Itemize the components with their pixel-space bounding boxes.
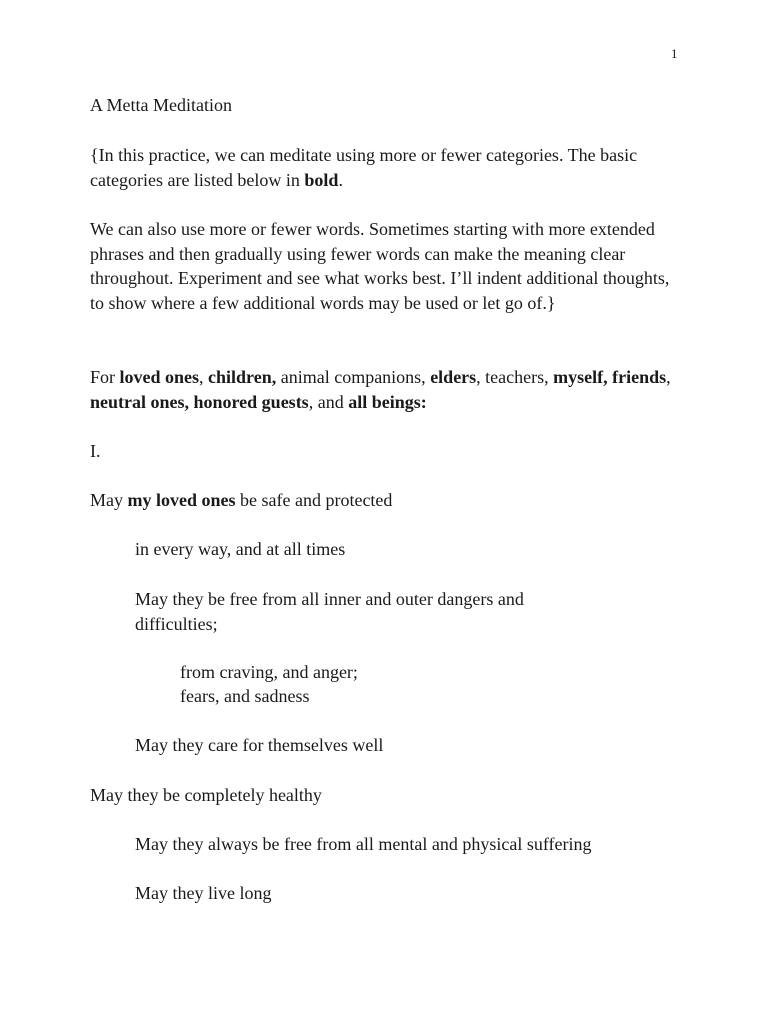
verse-1-pre: May bbox=[90, 490, 128, 510]
verse-line-7: May they always be free from all mental and physical suffering bbox=[135, 834, 592, 854]
verse-line-5: May they care for themselves well bbox=[135, 735, 384, 755]
verse-line-3: May they be free from all inner and outer dangers and difficulties; bbox=[135, 589, 524, 634]
cat-friends: friends bbox=[612, 367, 667, 387]
intro-paragraph-2: We can also use more or fewer words. Sometimes starting with more extended phrases and then gradually using fewer words can make the meaning clear throughout. Experiment and see what works best. I’ll indent additional thoughts, to show where a few additional words may be used or let go of.} bbox=[90, 219, 670, 313]
verse-line-2: in every way, and at all times bbox=[135, 539, 346, 559]
verse-line-4a: from craving, and anger; bbox=[180, 662, 358, 682]
cat-loved-ones: loved ones bbox=[119, 367, 200, 387]
cat-animal-companions: animal companions, bbox=[276, 367, 431, 387]
verse-line-8: May they live long bbox=[135, 883, 272, 903]
section-label: I. bbox=[90, 441, 101, 461]
cat-for: For bbox=[90, 367, 120, 387]
verse-1-post: be safe and protected bbox=[235, 490, 393, 510]
verse-line-4b: fears, and sadness bbox=[180, 686, 310, 706]
cat-sep1: , bbox=[199, 367, 209, 387]
verse-1-bold: my loved ones bbox=[127, 490, 236, 510]
categories-paragraph bbox=[90, 365, 690, 414]
intro-p1-text: {In this practice, we can meditate using more or fewer categories. The basic categories are listed below in bbox=[90, 145, 638, 190]
document-title: A Metta Meditation bbox=[90, 95, 232, 115]
cat-elders: elders bbox=[430, 367, 477, 387]
cat-all-beings: all beings: bbox=[348, 391, 427, 412]
cat-neutral-honored: neutral ones, honored guests bbox=[90, 391, 309, 412]
cat-teachers: , teachers, bbox=[476, 367, 554, 387]
cat-children: children, bbox=[208, 367, 277, 387]
page-number: 1 bbox=[671, 46, 678, 61]
intro-paragraph-1 bbox=[90, 143, 690, 192]
verse-line-1 bbox=[90, 488, 690, 513]
cat-sep2: , bbox=[666, 367, 671, 387]
cat-myself: myself, bbox=[553, 367, 608, 387]
verse-line-6: May they be completely healthy bbox=[90, 785, 322, 805]
cat-and: , and bbox=[308, 391, 349, 412]
intro-p1-end: . bbox=[338, 169, 343, 190]
intro-p1-bold: bold bbox=[304, 169, 339, 190]
